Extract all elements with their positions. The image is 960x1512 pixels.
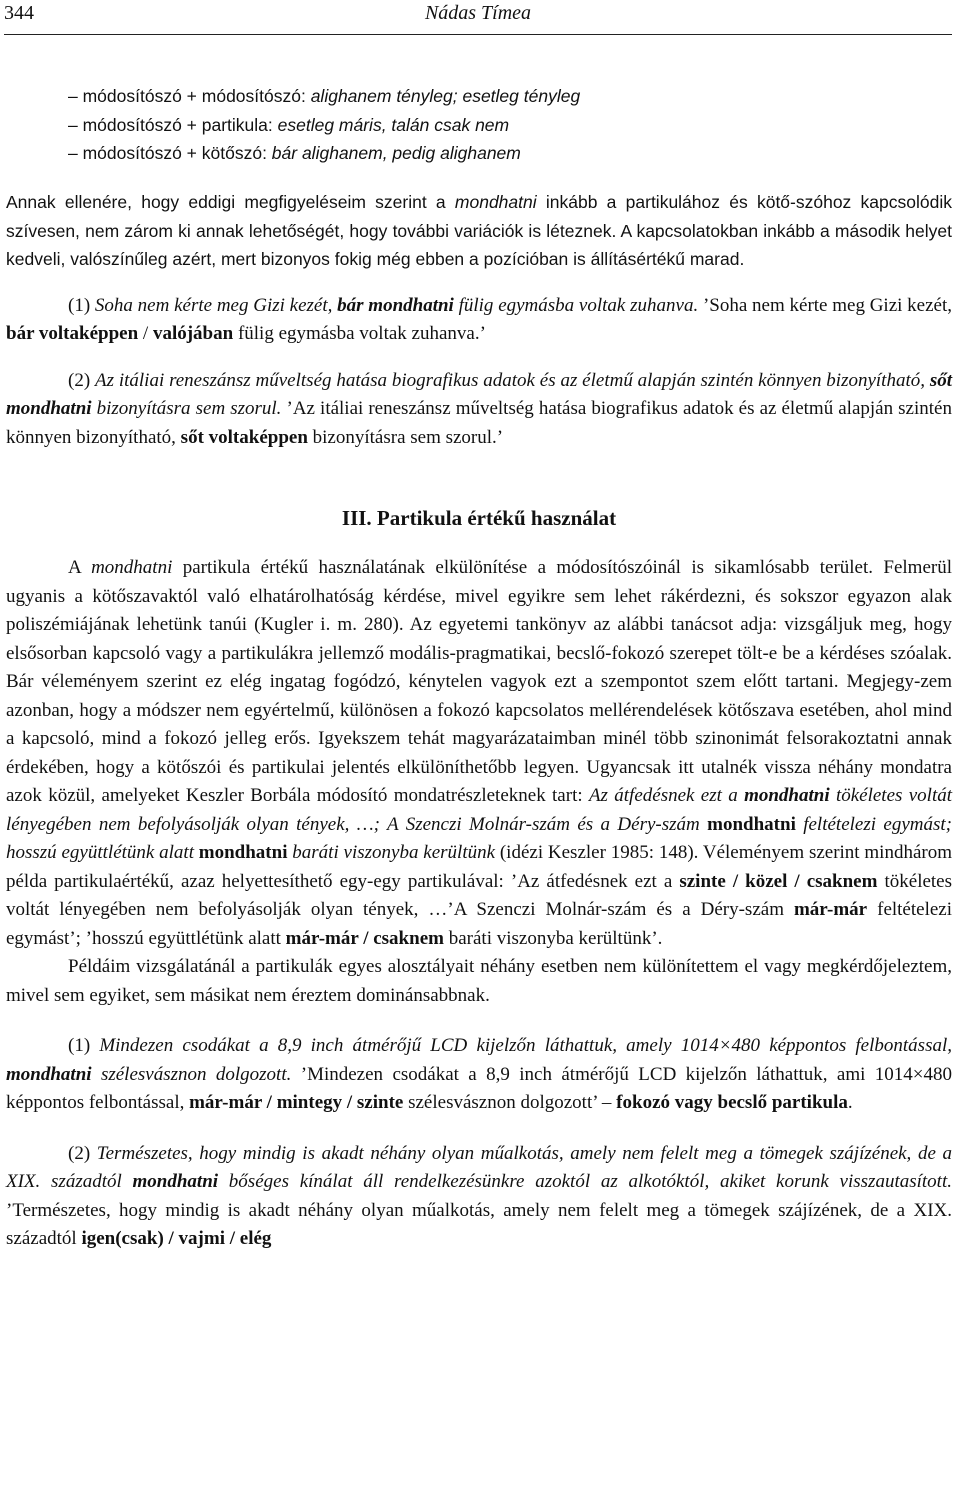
running-header: [4, 0, 952, 35]
list-item: – módosítószó + módosítószó: alighanem tényleg; esetleg tényleg: [68, 86, 581, 106]
list-item: – módosítószó + partikula: esetleg máris, talán csak nem: [68, 114, 510, 135]
running-author: Nádas Tímea: [424, 2, 532, 24]
example-1: (1) Soha nem kérte meg Gizi kezét, bár mondhatni fülig egymásba voltak zuhanva. ’Soha nem kérte meg Gizi kezét, bár voltaképpen / valójában fülig egymásba voltak zuhanva.’: [6, 294, 953, 345]
example-4: (2) Természetes, hogy mindig is akadt néhány olyan műalkotás, amely nem felelt meg a tömegek szájízének, de a XIX. századtól mondhatni bőséges kínálat áll rendelkezésünkre azoktól az alkotóktól, akiket korunk visszautasított. ’Természetes, hogy mindig is akadt néhány olyan műalkotás, amely nem felelt meg a tömegek szájízének, de a XIX. századtól igen(csak) / vajmi / elég: [6, 1142, 953, 1250]
section-heading: III. Partikula értékű használat: [341, 506, 617, 531]
paragraph: Annak ellenére, hogy eddigi megfigyeléseim szerint a mondhatni inkább a partikulához és kötő-szóhoz kapcsolódik szívesen, nem zárom ki annak lehetőségét, hogy további variációk is léteznek. A kapcsolatokban inkább a második helyet kedveli, valószínűleg azért, mert bizonyos fokig még ebben a pozícióban is állításértékű marad.: [6, 192, 952, 270]
example-3: (1) Mindezen csodákat a 8,9 inch átmérőjű LCD kijelzőn láthattuk, amely 1014×480 képpontos felbontással, mondhatni szélesvásznon dolgozott. ’Mindezen csodákat a 8,9 inch átmérőjű LCD kijelzőn láthattuk, ami 1014×480 képpontos felbontással, már-már / mintegy / szinte szélesvásznon dolgozott’ – fokozó vagy becslő partikula.: [6, 1035, 952, 1114]
paragraph: Példáim vizsgálatánál a partikulák egyes alosztályait néhány esetben nem különítettem el vagy megkérdőjeleztem, mivel sem egyiket, sem másikat nem éreztem dominánsabbnak.: [6, 956, 952, 1006]
example-2: (2) Az itáliai reneszánsz műveltség hatása biografikus adatok és az életmű alapján szintén könnyen bizonyítható, sőt mondhatni bizonyításra sem szorul. ’Az itáliai reneszánsz műveltség hatása biografikus adatok és az életmű alapján szintén könnyen bizonyítható, sőt voltaképpen bizonyításra sem szorul.’: [6, 369, 953, 448]
page-number: 344: [4, 2, 34, 24]
main-content: [6, 82, 952, 1254]
paragraph: A mondhatni partikula értékű használatának elkülönítése a módosítószóinál is sikamlósabb terület. Felmerül ugyanis a kötőszavaktól való elhatárolhatóság kérdése, mivel egyikre sem lehet rákérdezni, és sokszor egyazon alak poliszémiájának lehetünk tanúi (Kugler i. m. 280). Az egyetemi tankönyv az alábbi tanácsot adja: vizsgáljuk meg, hogy elsősorban kapcsoló vagy a partikulákra jellemző modális-pragmatikai, becslő-fokozó szerepet tölt-e be a kérdéses szóalak. Bár véleményem szerint ez elég ingatag fogódzó, kénytelen vagyok ezt a szempontot szem előtt tartani. Megjegy-zem azonban, hogy a módszer nem egyértelmű, különösen a fokozó kapcsolatos mellérendelések kötőszava esetében, ahol mind a kapcsoló, mind a fokozó jelleg erős. Igyekszem tehát magyarázataimban minél több szinonimát felsorakoztatni annak érdekében, hogy a kötőszói és partikulai jelentés elkülöníthetőbb legyen. Ugyancsak itt utalnék vissza néhány mondatra azok közül, amelyeket Keszler Borbála módosító mondatrészleteknek tart: Az átfedésnek ezt a mondhatni tökéletes voltát lényegében nem befolyásolják olyan tények, …; A Szenczi Molnár-szám és a Déry-szám mondhatni feltételezi egymást; hosszú együttlétünk alatt mondhatni baráti viszonyba kerültünk (idézi Keszler 1985: 148). Véleményem szerint mindhárom példa partikulaértékű, azaz helyettesíthető egy-egy partikulával: ’Az átfedésnek ezt a szinte / közel / csaknem tökéletes voltát lényegében nem befolyásolják olyan tények, …’A Szenczi Molnár-szám és a Déry-szám már-már feltételezi egymást’; ’hosszú együttlétünk alatt már-már / csaknem baráti viszonyba kerültünk’.: [6, 557, 953, 949]
combination-list: [6, 82, 952, 168]
list-item: – módosítószó + kötőszó: bár alighanem, pedig alighanem: [68, 143, 521, 164]
